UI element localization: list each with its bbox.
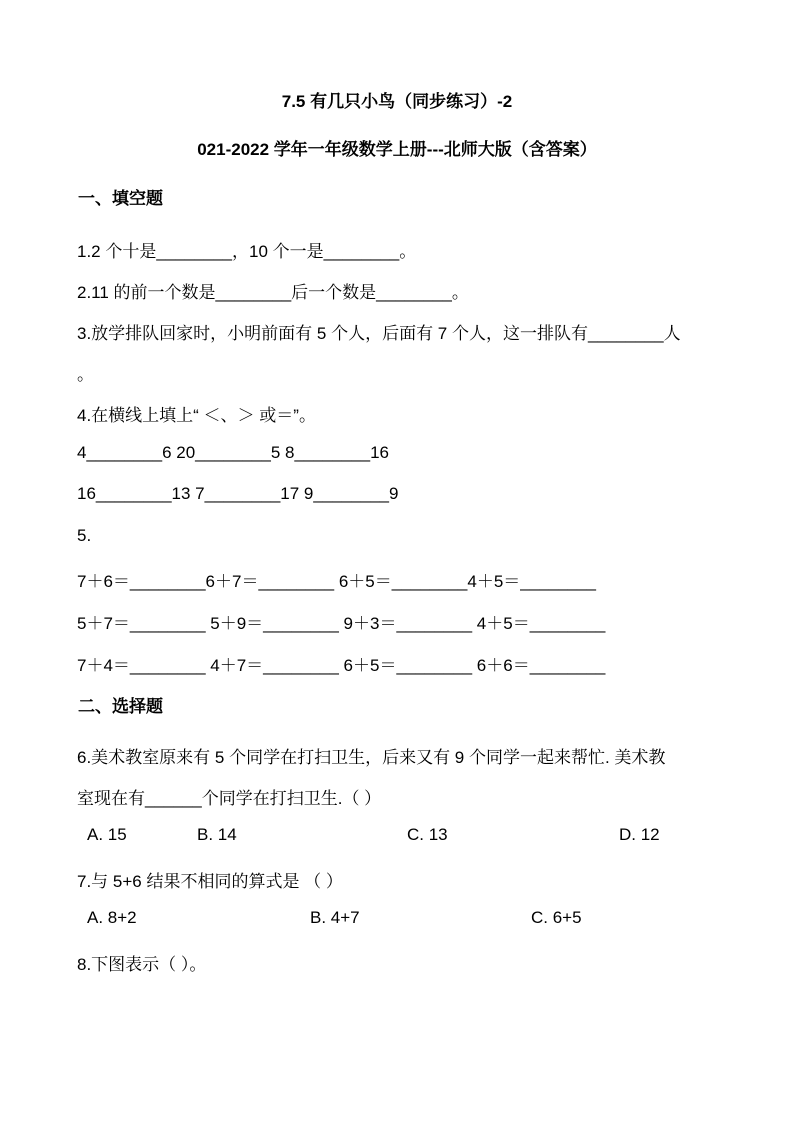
question-5-title: 5. xyxy=(77,526,92,545)
question-1: 1.2 个十是________，10 个一是________。 xyxy=(77,242,417,261)
question-3-line1: 3.放学排队回家时，小明前面有 5 个人，后面有 7 个人，这一排队有________人 xyxy=(77,324,681,343)
question-6-option-a: A. 15 xyxy=(87,825,127,844)
question-7-option-a: A. 8+2 xyxy=(87,908,137,927)
question-5-row2: 5＋7＝________ 5＋9＝________ 9＋3＝________ 4＋5＝________ xyxy=(77,614,606,633)
question-7-option-c: C. 6+5 xyxy=(531,908,582,927)
question-4-row2: 16________13 7________17 9________9 xyxy=(77,484,399,503)
question-5-row1: 7＋6＝________6＋7＝________ 6＋5＝________4＋5＝________ xyxy=(77,572,596,591)
question-6-option-c: C. 13 xyxy=(407,825,448,844)
question-6-option-d: D. 12 xyxy=(619,825,660,844)
page-title: 7.5 有几只小鸟（同步练习）-2 xyxy=(281,92,513,111)
question-2: 2.11 的前一个数是________后一个数是________。 xyxy=(77,283,469,302)
question-5-row3: 7＋4＝________ 4＋7＝________ 6＋5＝________ 6＋6＝________ xyxy=(77,656,606,675)
section-heading-fill-blank: 一、填空题 xyxy=(78,189,163,208)
question-6-option-b: B. 14 xyxy=(197,825,237,844)
question-3-line2: 。 xyxy=(77,365,94,384)
question-8: 8.下图表示（ ）。 xyxy=(77,955,207,974)
question-7-option-b: B. 4+7 xyxy=(310,908,360,927)
question-6-line1: 6.美术教室原来有 5 个同学在打扫卫生，后来又有 9 个同学一起来帮忙. 美术教 xyxy=(77,748,666,767)
page-subtitle: 021-2022 学年一年级数学上册---北师大版（含答案） xyxy=(197,140,597,159)
question-4-row1: 4________6 20________5 8________16 xyxy=(77,443,389,462)
question-6-line2: 室现在有______个同学在打扫卫生.（ ） xyxy=(77,789,382,808)
section-heading-choice: 二、选择题 xyxy=(78,697,163,716)
question-7: 7.与 5+6 结果不相同的算式是 （ ） xyxy=(77,872,343,891)
question-4-title: 4.在横线上填上“ ＜、＞ 或＝”。 xyxy=(77,406,316,425)
